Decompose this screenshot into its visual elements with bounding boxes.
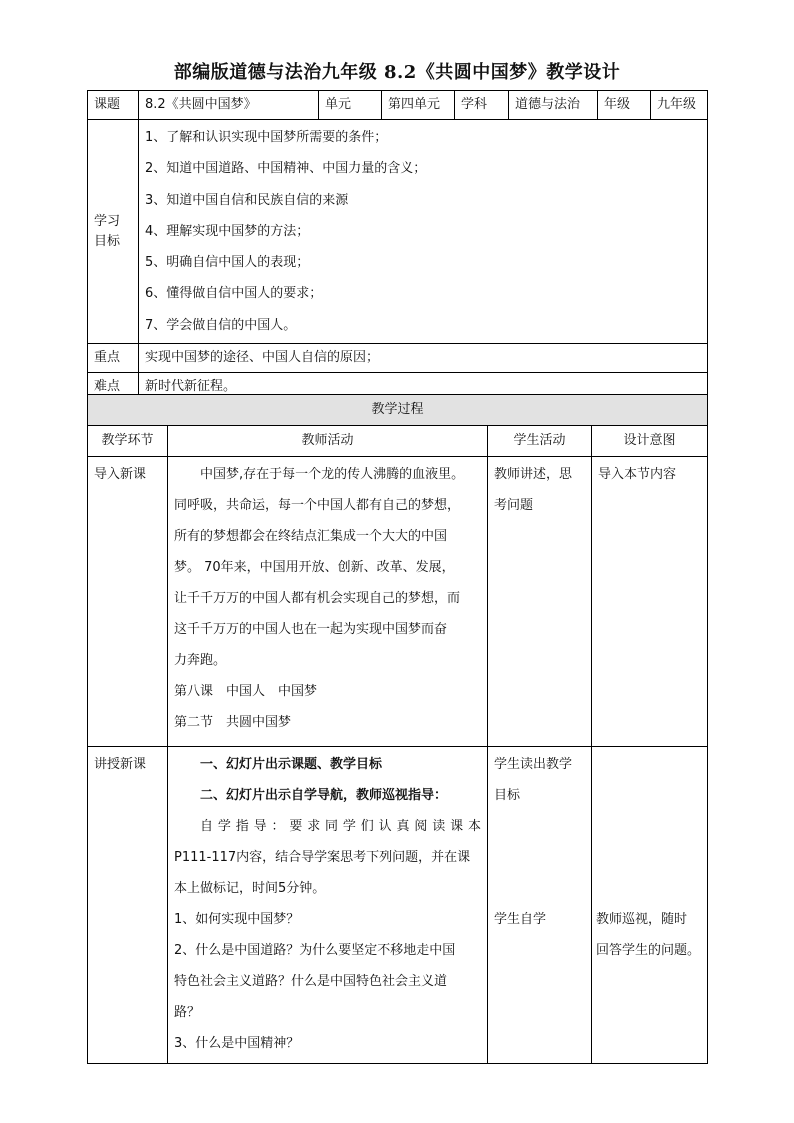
intro-teacher-line: 让千千万万的中国人都有机会实现自己的梦想，而 (174, 591, 461, 606)
teach-student-line: 学生读出教学 (494, 757, 573, 772)
teach-teacher-line: 二、幻灯片出示自学导航，教师巡视指导： (200, 788, 448, 803)
intro-row (88, 457, 708, 747)
goals-label-line1: 学习 (94, 213, 121, 229)
lesson-info-table (87, 90, 708, 402)
teach-teacher-line: 特色社会主义道路？什么是中国特色社会主义道 (174, 974, 448, 989)
teach-intent-line (596, 811, 705, 842)
intro-teacher-line: 力奔跑。 (174, 653, 227, 668)
grade-label: 年级 (598, 91, 651, 120)
intro-teacher-line: 第八课 中国人 中国梦 (174, 684, 318, 699)
teach-student-line (494, 811, 585, 842)
teach-row (88, 747, 708, 1064)
teach-design-intent (592, 747, 708, 1064)
teach-student-line (494, 842, 585, 873)
intro-teacher-line: 中国梦,存在于每一个龙的传人沸腾的血液里。 (200, 467, 465, 482)
goals-row (88, 120, 708, 344)
process-column-headers (88, 426, 708, 457)
intro-teacher-activity (168, 457, 488, 747)
teach-teacher-line: P111-117内容，结合导学案思考下列问题，并在课 (174, 850, 471, 865)
intro-stage (88, 457, 168, 747)
teaching-process-table (87, 394, 708, 1064)
grade-value: 九年级 (651, 91, 708, 120)
intro-student-activity (488, 457, 592, 747)
intro-intent-text: 导入本节内容 (598, 467, 677, 482)
teach-student-line: 学生自学 (494, 912, 547, 927)
teach-intent-line (596, 842, 705, 873)
teach-teacher-line: 自学指导：要求同学们认真阅读课本 (200, 819, 481, 834)
goal-item: 6、懂得做自信中国人的要求； (145, 286, 323, 302)
process-header: 教学过程 (88, 395, 708, 426)
teach-intent-line: 教师巡视，随时 (596, 912, 688, 927)
teach-stage-text: 讲授新课 (94, 757, 147, 772)
goals-list (139, 120, 708, 344)
teach-teacher-activity (168, 747, 488, 1064)
teach-student-line (494, 873, 585, 904)
difficulties-value: 新时代新征程。 (139, 373, 708, 402)
teach-stage (88, 747, 168, 1064)
intro-teacher-line: 梦。 70年来，中国用开放、创新、改革、发展， (174, 560, 455, 575)
teach-teacher-line: 本上做标记，时间5分钟。 (174, 881, 326, 896)
goal-item: 2、知道中国道路、中国精神、中国力量的含义； (145, 161, 427, 177)
teach-teacher-line: 一、幻灯片出示课题、教学目标 (200, 757, 383, 772)
intro-student-line: 教师讲述，思 (494, 467, 573, 482)
teach-intent-line (596, 780, 705, 811)
goals-label-line2: 目标 (94, 233, 121, 249)
teach-intent-line (596, 873, 705, 904)
teach-student-activity (488, 747, 592, 1064)
lesson-label: 课题 (88, 91, 139, 120)
goal-item: 3、知道中国自信和民族自信的来源 (145, 192, 349, 208)
difficulties-label: 难点 (88, 373, 139, 402)
goal-item: 4、理解实现中国梦的方法； (145, 223, 310, 239)
column-header-student: 学生活动 (488, 426, 592, 457)
lesson-value: 8.2《共圆中国梦》 (139, 91, 319, 120)
intro-student-line: 考问题 (494, 498, 534, 513)
unit-label: 单元 (319, 91, 382, 120)
teach-intent-line: 回答学生的问题。 (596, 943, 701, 958)
intro-teacher-line: 第二节 共圆中国梦 (174, 715, 292, 730)
column-header-stage: 教学环节 (88, 426, 168, 457)
teach-student-line: 目标 (494, 788, 521, 803)
column-header-intent: 设计意图 (592, 426, 708, 457)
teach-intent-line (596, 749, 705, 780)
goal-item: 7、学会做自信的中国人。 (145, 317, 297, 333)
goal-item: 1、了解和认识实现中国梦所需要的条件； (145, 130, 388, 145)
subject-label: 学科 (455, 91, 509, 120)
intro-teacher-line: 所有的梦想都会在终结点汇集成一个大大的中国 (174, 529, 448, 544)
intro-stage-text: 导入新课 (94, 467, 147, 482)
intro-design-intent (592, 457, 708, 747)
unit-value: 第四单元 (382, 91, 455, 120)
info-row (88, 91, 708, 120)
document-title: 部编版道德与法治九年级 8.2《共圆中国梦》教学设计 (173, 62, 621, 83)
goal-item: 5、明确自信中国人的表现； (145, 255, 310, 271)
intro-teacher-line: 同呼吸，共命运，每一个中国人都有自己的梦想， (174, 498, 461, 513)
intro-teacher-line: 这千千万万的中国人也在一起为实现中国梦而奋 (174, 622, 448, 637)
teach-teacher-line: 2、什么是中国道路？为什么要坚定不移地走中国 (174, 943, 456, 958)
column-header-teacher: 教师活动 (168, 426, 488, 457)
goals-label (88, 120, 139, 344)
key-points-row (88, 344, 708, 373)
key-points-label: 重点 (88, 344, 139, 373)
teach-teacher-line: 路？ (174, 1005, 201, 1020)
subject-value: 道德与法治 (509, 91, 598, 120)
teach-teacher-line: 3、什么是中国精神？ (174, 1036, 300, 1051)
key-points-value: 实现中国梦的途径、中国人自信的原因； (139, 344, 708, 373)
teach-teacher-line: 1、如何实现中国梦？ (174, 912, 300, 927)
